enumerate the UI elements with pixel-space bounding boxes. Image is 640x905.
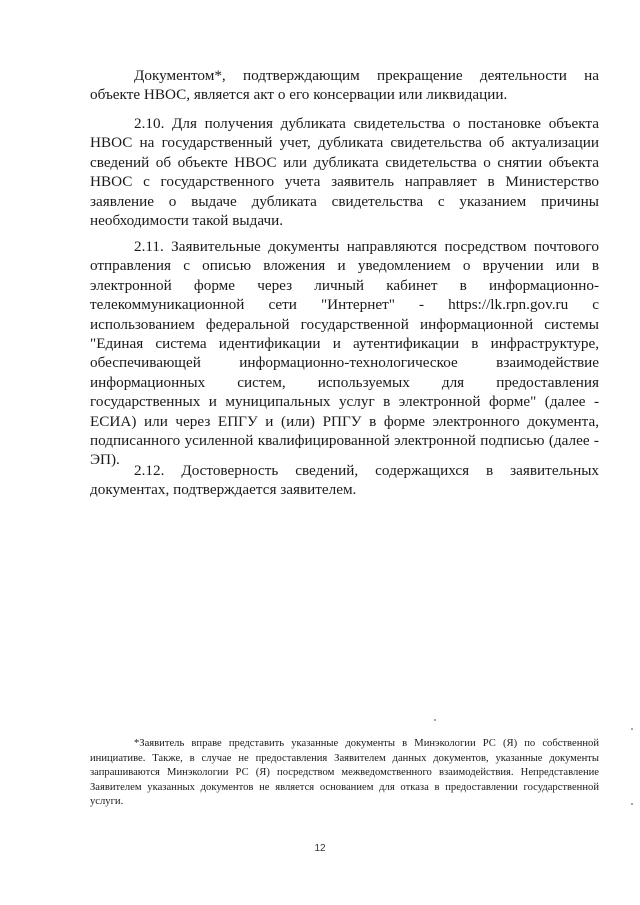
scan-speck bbox=[434, 719, 436, 721]
paragraph-2-12: 2.12. Достоверность сведений, содержащихся в заявительных документах, подтверждается заявителем. bbox=[90, 462, 599, 499]
paragraph-termination-document: Документом*, подтверждающим прекращение деятельности на объекте НВОС, является акт о его консервации или ликвидации. bbox=[90, 67, 599, 104]
scan-speck bbox=[631, 728, 633, 730]
page-number: 12 bbox=[314, 843, 326, 854]
footnote: *Заявитель вправе представить указанные документы в Минэкологии РС (Я) по собственной инициативе. Также, в случае не предоставления Заявителем данных документов, указанные документы запрашиваются Минэкологии РС (Я) посредством межведомственного взаимодействия. Непредставление Заявителем указанных документов не является основанием для отказа в предоставлении государственной услуги. bbox=[90, 738, 599, 808]
paragraph-2-10: 2.10. Для получения дубликата свидетельства о постановке объекта НВОС на государственный учет, дубликата свидетельства об актуализации сведений об объекте НВОС или дубликата свидетельства о снятии объекта НВОС с государственного учета заявитель направляет в Министерство заявление о выдаче дубликата свидетельства с указанием причины необходимости такой выдачи. bbox=[90, 115, 599, 230]
scan-speck bbox=[631, 803, 633, 805]
paragraph-2-11: 2.11. Заявительные документы направляются посредством почтового отправления с описью вложения и уведомлением о вручении или в электронной форме через личный кабинет в информационно-телекоммуникационной сети "Интернет" - https://lk.rpn.gov.ru с использованием федеральной государственной информационной системы "Единая система идентификации и аутентификации в инфраструктуре, обеспечивающей информационно-технологическое взаимодействие информационных систем, используемых для предоставления государственных и муниципальных услуг в электронной форме" (далее - ЕСИА) или через ЕПГУ и (или) РПГУ в форме электронного документа, подписанного усиленной квалифицированной электронной подписью (далее - ЭП). bbox=[90, 238, 599, 469]
